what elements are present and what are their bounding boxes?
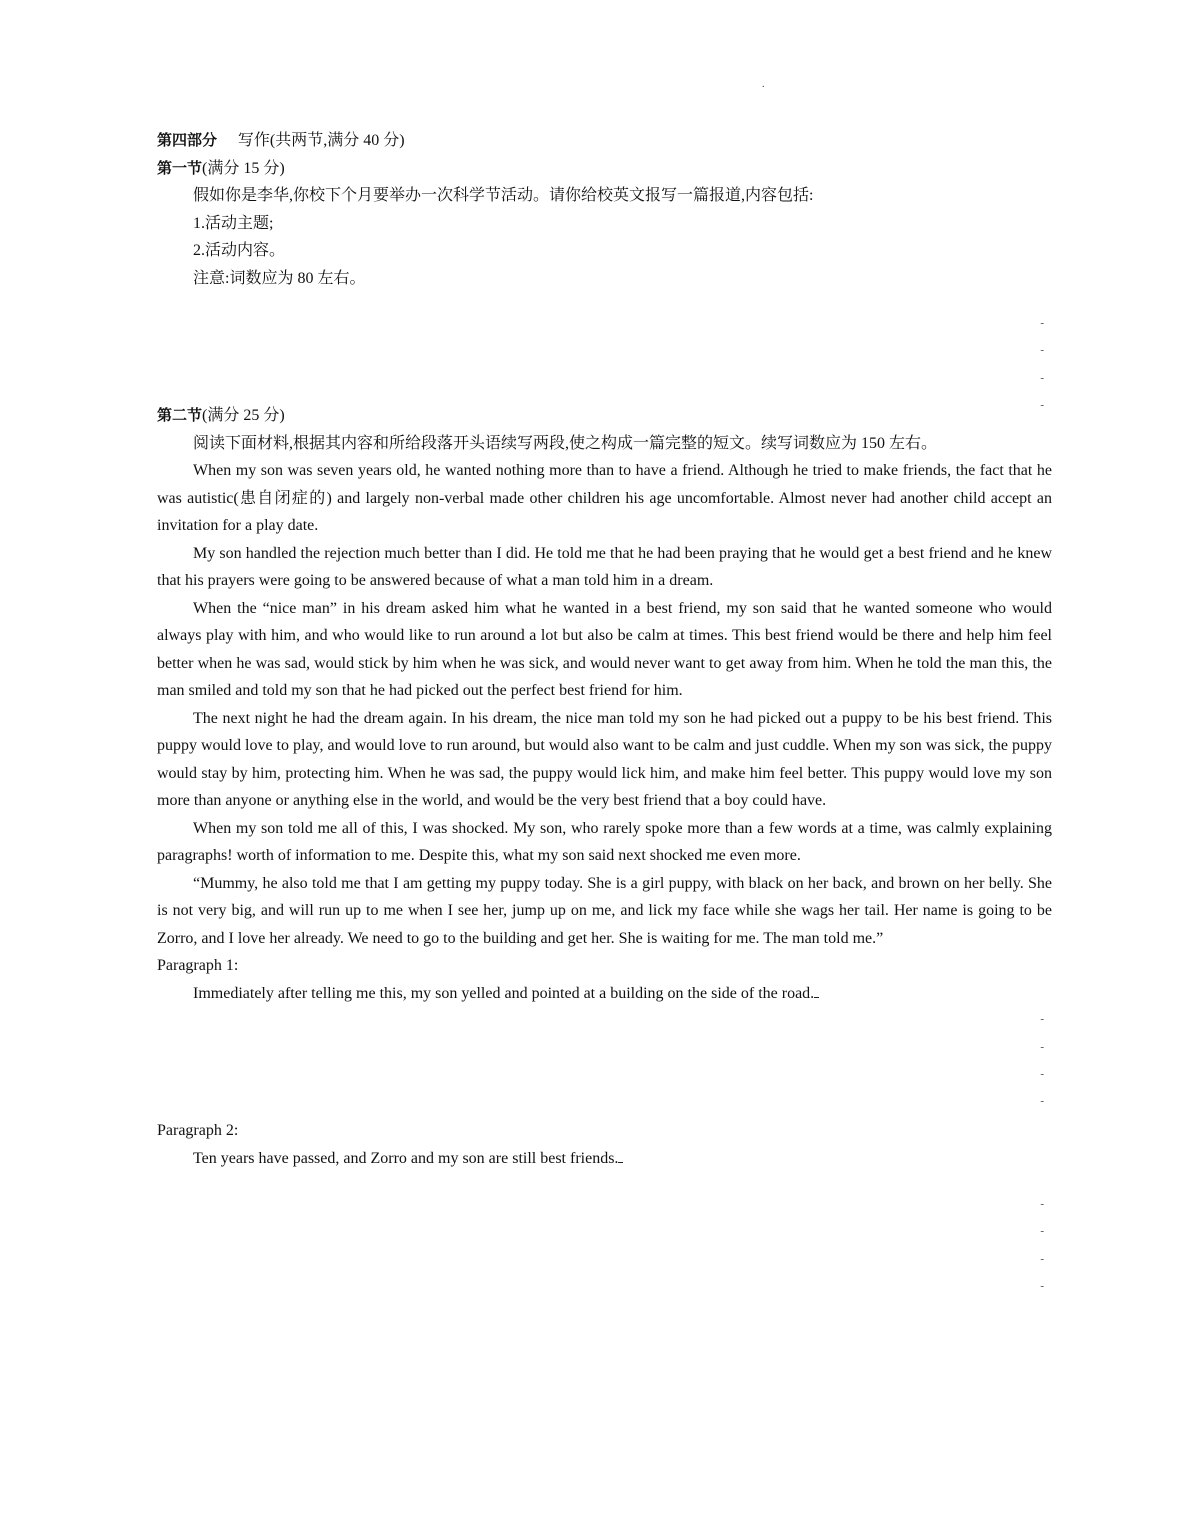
answer-line-mark: -	[1040, 1068, 1044, 1080]
section1-item2: 2.活动内容。	[193, 242, 286, 259]
section2-heading	[157, 399, 1052, 430]
paragraph2-start-text: Ten years have passed, and Zorro and my son are still best friends.	[193, 1149, 619, 1167]
paragraph1-label: Paragraph 1:	[157, 957, 239, 974]
paragraph2-answer-area[interactable]	[157, 1172, 1052, 1292]
section1-note: 注意:词数应为 80 左右。	[193, 269, 366, 287]
paragraph1-answer-area[interactable]	[157, 1007, 1052, 1117]
answer-line-mark: -	[1040, 372, 1044, 384]
section1-answer-area[interactable]	[157, 292, 1052, 411]
section1-prompt: 假如你是李华,你校下个月要举办一次科学节活动。请你给校英文报写一篇报道,内容包括:	[193, 187, 814, 204]
story-paragraph-2: My son handled the rejection much better than I did. He told me that he had been praying that he would get a best friend and he knew that his prayers were going to be answered because of what a man told him in a dream.	[157, 544, 1052, 589]
answer-line-mark: -	[1040, 1225, 1044, 1237]
story-paragraph-1: When my son was seven years old, he wanted nothing more than to have a friend. Although he tried to make friends, the fact that he was autistic(患自闭症的) and largely non-verbal made other children his age uncomfortable. Almost never had another child accept an invitation for a play date.	[157, 462, 1052, 534]
answer-line-mark: -	[1040, 1095, 1044, 1107]
part4-title-sub: 写作(共两节,满分 40 分)	[237, 132, 405, 149]
part4-heading	[157, 127, 1052, 155]
section1-title-sub: (满分 15 分)	[202, 159, 285, 177]
page-dot: .	[762, 79, 765, 90]
answer-line-mark: -	[1040, 344, 1044, 356]
section1-heading	[157, 155, 1052, 183]
section2-title: 第二节	[157, 406, 203, 424]
answer-line-mark: -	[1040, 1280, 1044, 1292]
answer-line-mark: -	[1040, 317, 1044, 329]
paragraph2-start	[157, 1145, 1052, 1173]
part4-title: 第四部分	[157, 131, 218, 149]
section2-title-sub: (满分 25 分)	[202, 407, 285, 424]
section1-title: 第一节	[157, 158, 203, 177]
answer-line-mark: -	[1040, 1013, 1044, 1025]
story-paragraph-6: “Mummy, he also told me that I am getting my puppy today. She is a girl puppy, with black on her back, and brown on her belly. She is not very big, and will run up to me when I see her, jump up on me, and lick my face while she wags her tail. Her name is going to be Zorro, and I love her already. We need to go to the building and get her. She is waiting for me. The man told me.”	[157, 874, 1052, 947]
paragraph1-blank	[814, 981, 819, 998]
story-paragraph-3: When the “nice man” in his dream asked him what he wanted in a best friend, my son said that he wanted someone who would always play with him, and who would like to run around a lot but also be calm at times. This best friend would be there and help him feel better when he was sad, would stick by him when he was sick, and would never want to get away from him. When he told the man this, the man smiled and told my son that he had picked out the perfect best friend for him.	[157, 599, 1052, 699]
section1-item1: 1.活动主题;	[193, 214, 274, 232]
paragraph1-start-text: Immediately after telling me this, my son yelled and pointed at a building on the side of the road.	[193, 984, 815, 1002]
writing-section	[157, 127, 1052, 1292]
answer-line-mark: -	[1040, 1253, 1044, 1265]
story-paragraph-4: The next night he had the dream again. In his dream, the nice man told my son he had picked out a puppy to be his best friend. This puppy would love to play, and would love to run around, but would also want to be calm and just cuddle. When my son was sick, the puppy would stay by him, protecting him. When he was sad, the puppy would lick him, and make him feel better. This puppy would love my son more than anyone or anything else in the world, and would be the very best friend that a boy could have.	[157, 709, 1052, 809]
story-paragraph-5: When my son told me all of this, I was shocked. My son, who rarely spoke more than a few words at a time, was calmly explaining paragraphs! worth of information to me. Despite this, what my son said next shocked me even more.	[157, 819, 1052, 864]
answer-line-mark: -	[1040, 1041, 1044, 1053]
paragraph2-blank	[618, 1146, 623, 1163]
answer-line-mark: -	[1040, 1198, 1044, 1210]
paragraph2-label: Paragraph 2:	[157, 1122, 239, 1139]
answer-line-mark: -	[1040, 399, 1044, 411]
paragraph1-start	[157, 980, 1052, 1008]
section2-instruction: 阅读下面材料,根据其内容和所给段落开头语续写两段,使之构成一篇完整的短文。续写词数应为 150 左右。	[193, 434, 938, 452]
